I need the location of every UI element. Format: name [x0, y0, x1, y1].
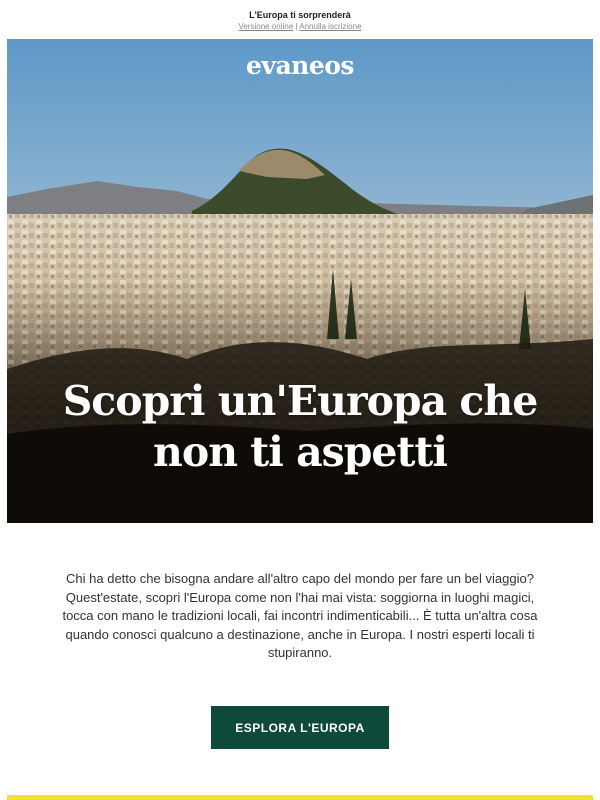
hero-headline: [7, 376, 593, 478]
explore-europe-button[interactable]: ESPLORA L'EUROPA: [211, 706, 389, 749]
accent-bar: [7, 795, 593, 800]
unsubscribe-link[interactable]: Annulla iscrizione: [299, 22, 362, 31]
hero-banner[interactable]: [7, 39, 593, 523]
preheader-links: [0, 21, 600, 32]
evaneos-logo[interactable]: evaneos: [246, 51, 354, 80]
intro-paragraph: Chi ha detto che bisogna andare all'altro capo del mondo per fare un bel viaggio? Quest'estate, scopri l'Europa come non l'hai mai vista: soggiorna in luoghi magici, tocca con mano le tradizioni locali, fai incontri indimenticabili... È tutta un'altra cosa quando conosci qualcuno a destinazione, anche in Europa. I nostri esperti locali ti stupiranno.: [62, 571, 538, 660]
online-version-link[interactable]: Versione online: [238, 22, 294, 31]
headline-line-2: non ti aspetti: [153, 428, 447, 476]
preheader-title: L'Europa ti sorprenderà: [249, 10, 351, 20]
preheader: [0, 0, 600, 30]
link-separator: |: [295, 22, 298, 31]
headline-line-1: Scopri un'Europa che: [62, 377, 538, 425]
